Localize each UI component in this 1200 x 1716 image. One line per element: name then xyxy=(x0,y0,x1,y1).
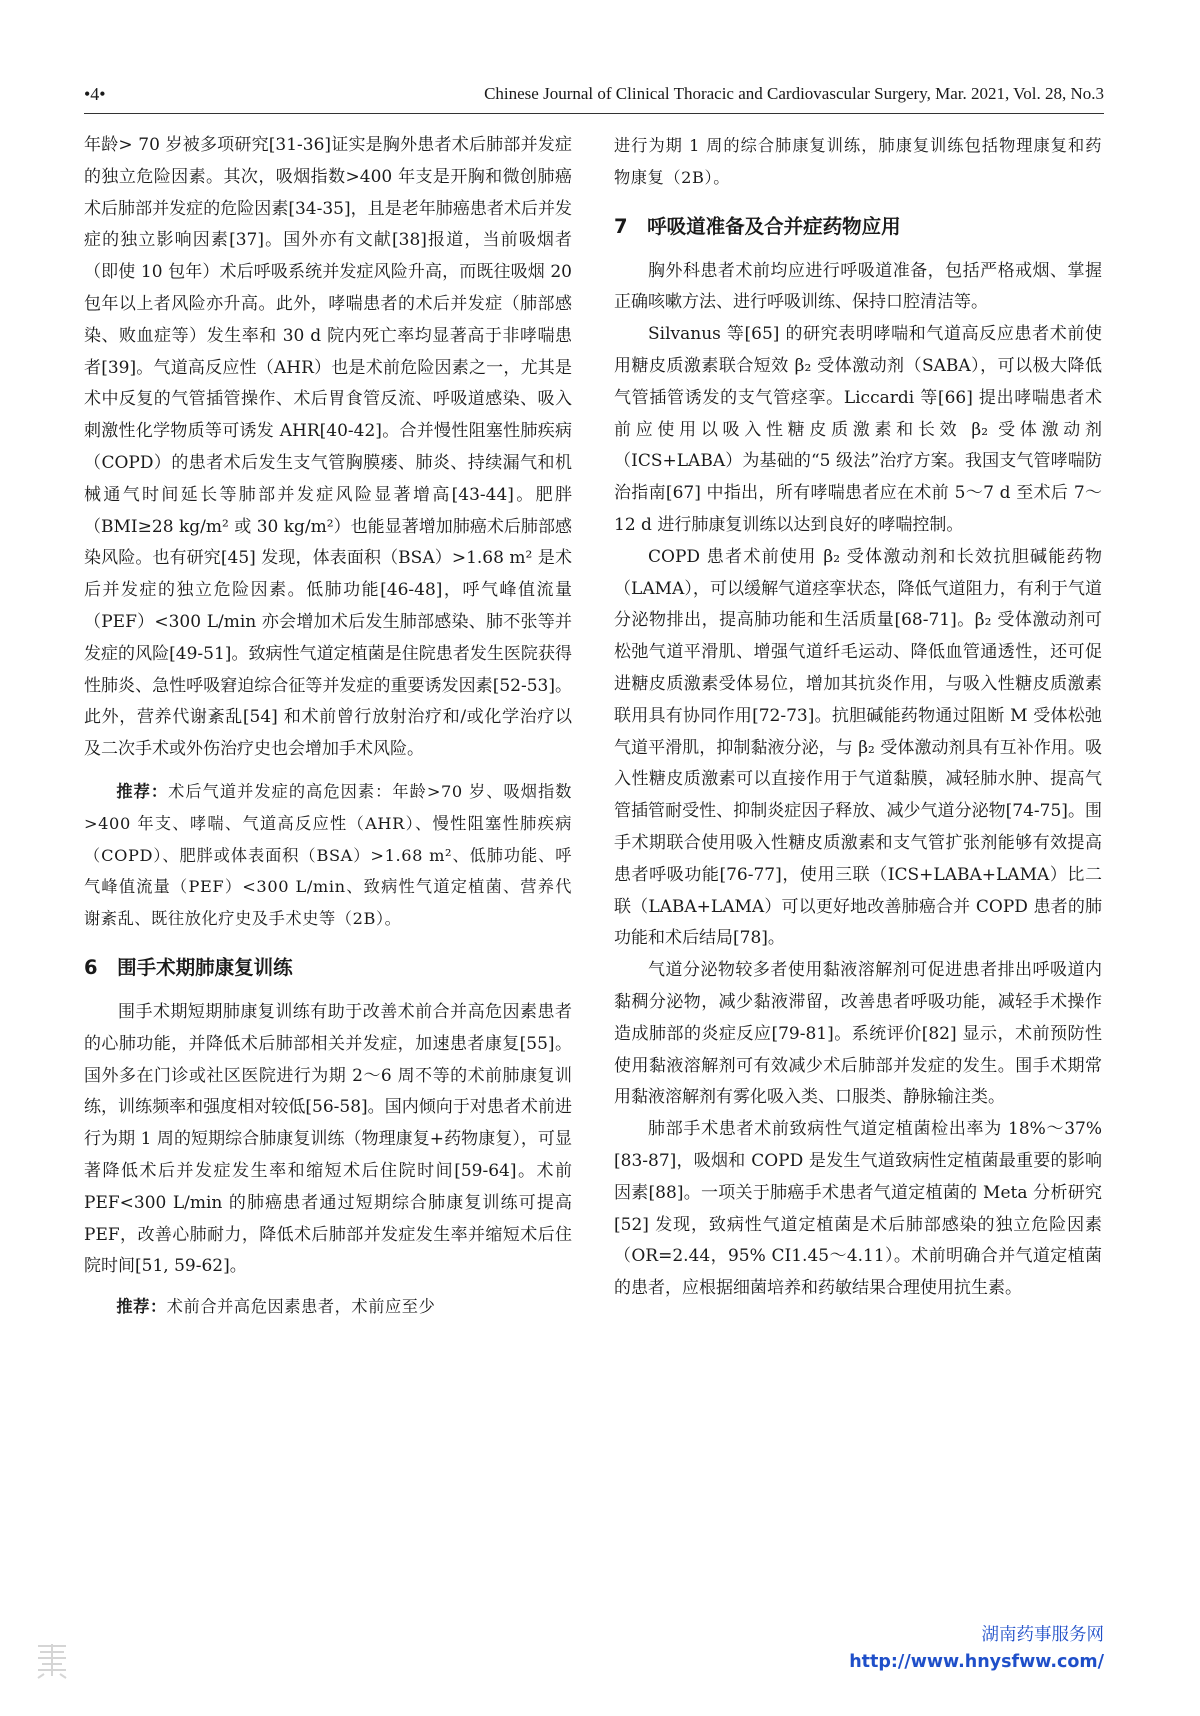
recommendation-text: 术前合并高危因素患者，术前应至少 xyxy=(166,1297,436,1317)
colonization-paragraph: 肺部手术患者术前致病性气道定植菌检出率为 18%～37% [83-87]，吸烟和 COPD 是发生气道致病性定植菌最重要的影响因素[88]。一项关于肺癌手术患者气道定植菌的 Meta 分析研究[52] 发现，致病性气道定植菌是术后肺部感染的独立危险因素（OR=2.44，95% CI1.45～4.11）。术前明确合并气道定植菌的患者，应根据细菌培养和药敏结果合理使用抗生素。 xyxy=(614,1119,1102,1299)
watermark-url[interactable]: http://www.hnysfww.com/ xyxy=(849,1652,1104,1672)
page-number: •4• xyxy=(84,84,106,104)
seal-icon xyxy=(34,1640,70,1680)
recommendation-label: 推荐： xyxy=(116,1297,167,1317)
recommendation-risk-factors xyxy=(84,776,572,935)
mucolytic-paragraph: 气道分泌物较多者使用黏液溶解剂可促进患者排出呼吸道内黏稠分泌物，减少黏液滞留，改善患者呼吸功能，减轻手术操作造成肺部的炎症反应[79-81]。系统评价[82] 显示，术前预防性使用黏液溶解剂可有效减少术后肺部并发症的发生。围手术期常用黏液溶解剂有雾化吸入类、口服类、静脉输注类。 xyxy=(614,960,1102,1108)
watermark xyxy=(849,1622,1104,1676)
left-column xyxy=(84,130,572,1323)
rehab-paragraph: 围手术期短期肺康复训练有助于改善术前合并高危因素患者的心肺功能，并降低术后肺部相关并发症，加速患者康复[55]。国外多在门诊或社区医院进行为期 2～6 周不等的术前肺康复训练，训练频率和强度相对较低[56-58]。国内倾向于对患者术前进行为期 1 周的短期综合肺康复训练（物理康复+药物康复），可显著降低术后并发症发生率和缩短术后住院时间[59-64]。术前 PEF<300 L/min 的肺癌患者通过短期综合肺康复训练可提高 PEF，改善心肺耐力，降低术后肺部并发症发生率并缩短术后住院时间[51, 59-62]。 xyxy=(84,1001,572,1277)
section-6-heading: 6 围手术期肺康复训练 xyxy=(84,955,293,979)
section-7-heading: 7 呼吸道准备及合并症药物应用 xyxy=(614,214,901,238)
header-rule xyxy=(84,113,1104,114)
airway-prep-paragraph: 胸外科患者术前均应进行呼吸道准备，包括严格戒烟、掌握正确咳嗽方法、进行呼吸训练、保持口腔清洁等。 xyxy=(614,260,1102,313)
watermark-site-name: 湖南药事服务网 xyxy=(981,1625,1104,1645)
recommendation-text: 术后气道并发症的高危因素：年龄>70 岁、吸烟指数>400 年支、哮喘、气道高反应性（AHR）、慢性阻塞性肺疾病（COPD）、肥胖或体表面积（BSA）>1.68 m²、低肺功能、呼气峰值流量（PEF）<300 L/min、致病性气道定植菌、营养代谢紊乱、既往放化疗史及手术史等（2B）。 xyxy=(84,781,572,929)
right-column xyxy=(614,130,1102,1305)
journal-citation: Chinese Journal of Clinical Thoracic and Cardiovascular Surgery, Mar. 2021, Vol. 28, No.3 xyxy=(484,84,1104,103)
asthma-paragraph: Silvanus 等[65] 的研究表明哮喘和气道高反应患者术前使用糖皮质激素联合短效 β₂ 受体激动剂（SABA），可以极大降低气管插管诱发的支气管痉挛。Liccardi 等[66] 提出哮喘患者术前应使用以吸入性糖皮质激素和长效 β₂ 受体激动剂（ICS+LABA）为基础的“5 级法”治疗方案。我国支气管哮喘防治指南[67] 中指出，所有哮喘患者应在术前 5～7 d 至术后 7～12 d 进行肺康复训练以达到良好的哮喘控制。 xyxy=(614,324,1102,535)
page-header xyxy=(84,78,1104,114)
copd-paragraph: COPD 患者术前使用 β₂ 受体激动剂和长效抗胆碱能药物（LAMA），可以缓解气道痉挛状态，降低气道阻力，有利于气道分泌物排出，提高肺功能和生活质量[68-71]。β₂ 受体激动剂可松弛气道平滑肌、增强气道纤毛运动、降低血管通透性，还可促进糖皮质激素受体易位，增加其抗炎作用，与吸入性糖皮质激素联用具有协同作用[72-73]。抗胆碱能药物通过阻断 M 受体松弛气道平滑肌，抑制黏液分泌，与 β₂ 受体激动剂具有互补作用。吸入性糖皮质激素可以直接作用于气道黏膜，减轻肺水肿、提高气管插管耐受性、抑制炎症因子释放、减少气道分泌物[74-75]。围手术期联合使用吸入性糖皮质激素和支气管扩张剂能够有效提高患者呼吸功能[76-77]，使用三联（ICS+LABA+LAMA）比二联（LABA+LAMA）可以更好地改善肺癌合并 COPD 患者的肺功能和术后结局[78]。 xyxy=(614,546,1102,949)
recommendation-label: 推荐： xyxy=(116,781,169,801)
recommendation-rehab xyxy=(84,1291,572,1323)
risk-factors-paragraph: 年龄> 70 岁被多项研究[31-36]证实是胸外患者术后肺部并发症的独立危险因素。其次，吸烟指数>400 年支是开胸和微创肺癌术后肺部并发症的危险因素[34-35]，且是老年肺癌患者术后并发症的独立影响因素[37]。国外亦有文献[38]报道，当前吸烟者（即使 10 包年）术后呼吸系统并发症风险升高，而既往吸烟 20 包年以上者风险亦升高。此外，哮喘患者的术后并发症（肺部感染、败血症等）发生率和 30 d 院内死亡率均显著高于非哮喘患者[39]。气道高反应性（AHR）也是术前危险因素之一，尤其是术中反复的气管插管操作、术后胃食管反流、呼吸道感染、吸入刺激性化学物质等可诱发 AHR[40-42]。合并慢性阻塞性肺疾病（COPD）的患者术后发生支气管胸膜瘘、肺炎、持续漏气和机械通气时间延长等肺部并发症风险显著增高[43-44]。肥胖（BMI≥28 kg/m² 或 30 kg/m²）也能显著增加肺癌术后肺部感染风险。也有研究[45] 发现，体表面积（BSA）>1.68 m² 是术后并发症的独立危险因素。低肺功能[46-48]，呼气峰值流量（PEF）<300 L/min 亦会增加术后发生肺部感染、肺不张等并发症的风险[49-51]。致病性气道定植菌是住院患者发生医院获得性肺炎、急性呼吸窘迫综合征等并发症的重要诱发因素[52-53]。此外，营养代谢紊乱[54] 和术前曾行放射治疗和/或化学治疗以及二次手术或外伤治疗史也会增加手术风险。 xyxy=(84,135,572,760)
recommendation-rehab-continued: 进行为期 1 周的综合肺康复训练，肺康复训练包括物理康复和药物康复（2B）。 xyxy=(614,136,1102,187)
